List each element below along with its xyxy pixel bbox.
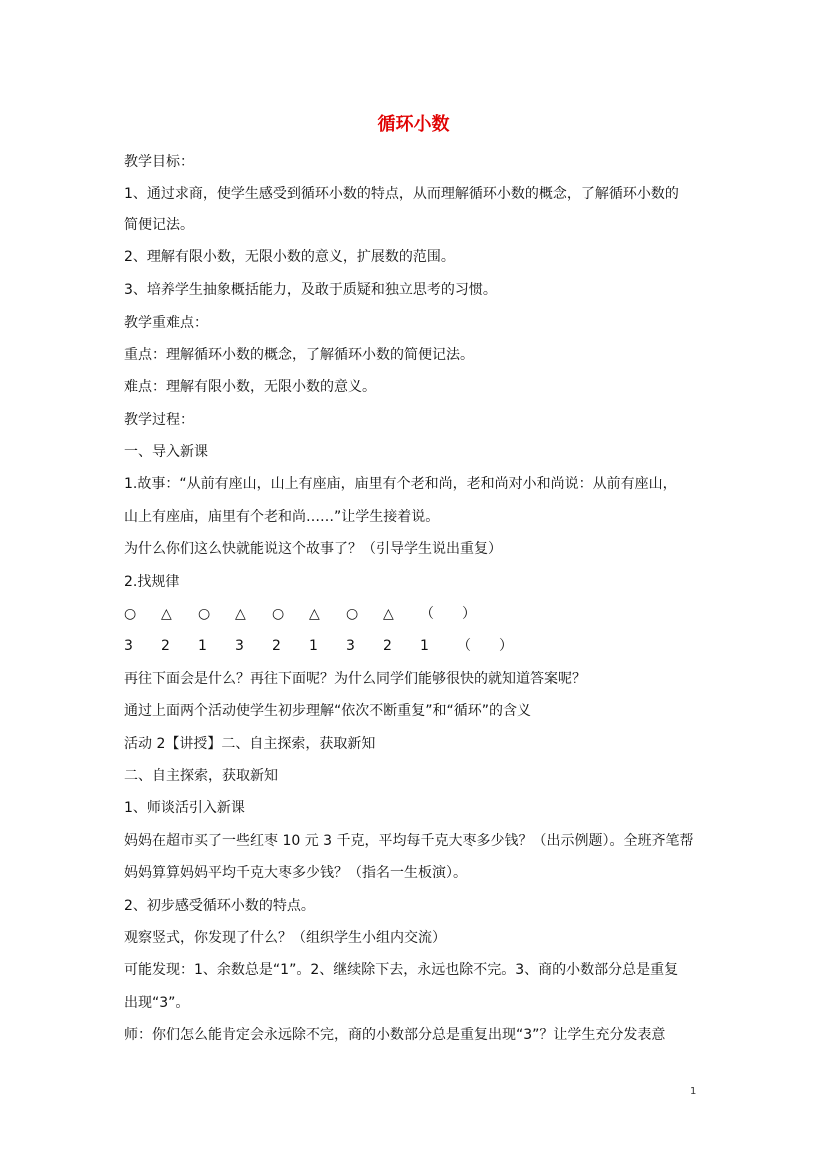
text-line: 1.故事：“从前有座山，山上有座庙，庙里有个老和尚，老和尚对小和尚说：从前有座山， [124, 476, 677, 492]
pattern-number: 3 [346, 638, 355, 654]
text-line: 1、通过求商，使学生感受到循环小数的特点，从而理解循环小数的概念，了解循环小数的 [124, 186, 679, 202]
text-line: 观察竖式，你发现了什么？（组织学生小组内交流） [124, 930, 446, 946]
text-line: 可能发现：1、余数总是“1”。2、继续除下去，永远也除不完。3、商的小数部分总是重复 [124, 962, 679, 978]
section-heading: 一、导入新课 [124, 444, 208, 460]
page-title: 循环小数 [377, 114, 450, 135]
section-heading: 教学过程： [124, 412, 194, 428]
section-heading: 二、自主探索，获取新知 [124, 768, 278, 784]
text-line: 难点：理解有限小数，无限小数的意义。 [124, 379, 376, 395]
shape-pattern-row [124, 604, 709, 624]
triangle-symbol: △ [383, 606, 394, 622]
text-line: 妈妈算算妈妈平均千克大枣多少钱？（指名一生板演）。 [124, 865, 467, 881]
pattern-number: 1 [420, 638, 429, 654]
text-line: 再往下面会是什么？再往下面呢？为什么同学们能够很快的就知道答案呢？ [124, 671, 586, 687]
text-line: 1、师谈活引入新课 [124, 800, 245, 816]
text-line: 妈妈在超市买了一些红枣 10 元 3 千克，平均每千克大枣多少钱？（出示例题）。全班齐笔帮 [124, 833, 694, 849]
text-line: 2、理解有限小数，无限小数的意义，扩展数的范围。 [124, 249, 455, 265]
pattern-number: 2 [161, 638, 170, 654]
text-line: 2、初步感受循环小数的特点。 [124, 898, 315, 914]
triangle-symbol: △ [161, 606, 172, 622]
answer-blank: （ ） [457, 638, 513, 654]
circle-symbol: ○ [346, 606, 359, 622]
text-line: 出现“3”。 [124, 995, 190, 1011]
pattern-number: 1 [309, 638, 318, 654]
triangle-symbol: △ [235, 606, 246, 622]
text-line: 2.找规律 [124, 574, 180, 590]
circle-symbol: ○ [272, 606, 285, 622]
section-heading: 教学重难点： [124, 315, 208, 331]
pattern-number: 2 [272, 638, 281, 654]
text-line: 3、培养学生抽象概括能力，及敢于质疑和独立思考的习惯。 [124, 282, 497, 298]
answer-blank: （ ） [420, 606, 476, 622]
page-number: 1 [690, 1086, 697, 1097]
section-heading: 活动 2【讲授】二、自主探索，获取新知 [124, 736, 376, 752]
number-pattern-row [124, 636, 709, 656]
pattern-number: 3 [235, 638, 244, 654]
text-line: 师：你们怎么能肯定会永远除不完，商的小数部分总是重复出现“3”？让学生充分发表意 [124, 1027, 666, 1043]
pattern-number: 3 [124, 638, 133, 654]
pattern-number: 2 [383, 638, 392, 654]
text-line: 教学目标： [124, 154, 194, 170]
text-line: 简便记法。 [124, 217, 194, 233]
text-line: 通过上面两个活动使学生初步理解“依次不断重复”和“循环”的含义 [124, 703, 532, 719]
text-line: 为什么你们这么快就能说这个故事了？（引导学生说出重复） [124, 541, 502, 557]
pattern-number: 1 [198, 638, 207, 654]
triangle-symbol: △ [309, 606, 320, 622]
text-line: 山上有座庙，庙里有个老和尚……”让学生接着说。 [124, 509, 440, 525]
circle-symbol: ○ [124, 606, 137, 622]
text-line: 重点：理解循环小数的概念，了解循环小数的简便记法。 [124, 347, 474, 363]
circle-symbol: ○ [198, 606, 211, 622]
